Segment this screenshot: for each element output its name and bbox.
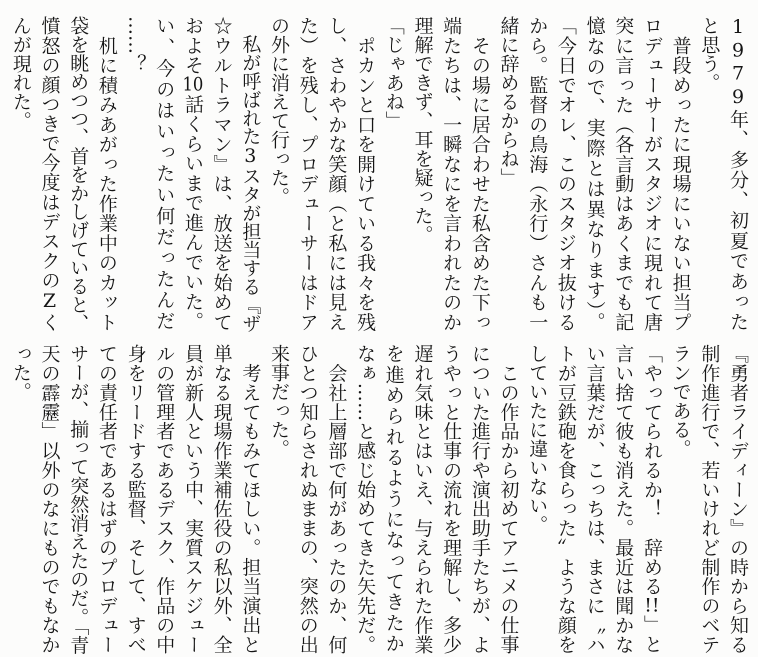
column-text: 袋を眺めつつ、首をかしげていると、 <box>67 16 90 333</box>
column-text: ルの管理者であるデスク、作品の中 <box>153 344 176 654</box>
text-column <box>178 16 207 332</box>
text-column <box>609 16 638 332</box>
column-text: 端たちは、一瞬なにを言われたのか <box>440 16 463 332</box>
column-text: ポカンと口を開けている我々を残 <box>354 16 377 332</box>
text-column <box>121 344 150 654</box>
text-column <box>695 16 724 332</box>
column-text: 机に積みあがった作業中のカット <box>95 16 118 332</box>
column-text: 天の霹靂」以外のなにものでもなか <box>38 344 61 654</box>
upright-glyphs: 1979 <box>727 16 749 110</box>
text-column <box>207 16 236 332</box>
column-text: ロデューサーがスタジオに現れて唐 <box>640 16 663 332</box>
column-text: ての責任者であるはずのプロデュー <box>95 344 118 654</box>
text-column <box>523 344 552 654</box>
column-text: 員が新人という中、実質スケジュー <box>181 344 204 654</box>
text-column <box>236 16 265 332</box>
text-column <box>322 344 351 654</box>
text-column <box>637 344 666 654</box>
text-column <box>350 16 379 332</box>
text-column <box>551 16 580 332</box>
upper-text-block <box>6 16 752 332</box>
text-column <box>6 16 35 332</box>
text-column <box>35 344 64 654</box>
text-column <box>494 16 523 332</box>
column-text: この作品から初めてアニメの仕事 <box>497 344 520 654</box>
column-text: 言い捨て彼も消えた。最近は聞かな <box>612 344 635 654</box>
text-column <box>580 344 609 654</box>
text-column <box>723 344 752 654</box>
text-column <box>150 16 179 332</box>
column-text: サーが、揃って突然消えたのだ。「青 <box>67 344 90 655</box>
text-column <box>723 16 752 332</box>
text-column <box>609 344 638 654</box>
column-text: 突に言った（各言動はあくまでも記 <box>612 16 635 332</box>
column-text: 単なる現場作業補佐役の私以外、全 <box>210 344 233 654</box>
text-column <box>236 344 265 654</box>
column-text: 「じゃあね」 <box>382 16 405 130</box>
column-text: についた進行や演出助手たちが、よ <box>468 344 491 654</box>
text-column <box>551 344 580 654</box>
column-text: の外に消えて行った。 <box>268 16 290 206</box>
column-text: 身をリードする監督、そして、すべ <box>124 344 147 654</box>
column-text: 「今日でオレ、このスタジオ抜ける <box>554 16 577 332</box>
text-column <box>121 16 150 332</box>
text-column <box>408 16 437 332</box>
column-text: った。 <box>9 344 32 401</box>
text-column <box>666 16 695 332</box>
column-text: と思う。 <box>698 16 721 92</box>
text-column <box>695 344 724 654</box>
column-text: 憤怒の顔つきで今度はデスクのZく <box>38 16 61 332</box>
column-text: うやっと仕事の流れを理解し、多少 <box>440 344 463 654</box>
upright-glyphs: Z <box>38 289 61 313</box>
column-text: 「やってられるか！ 辞める!!」と <box>640 344 663 654</box>
column-text: から。監督の鳥海（永行）さんも一 <box>526 16 549 332</box>
column-text: ひとつ知らされぬままの、突然の出 <box>296 344 319 654</box>
column-text: 緒に辞めるからね」 <box>497 16 520 187</box>
text-column <box>580 16 609 332</box>
text-column <box>64 16 93 332</box>
column-text: トが豆鉄砲を食らった〟ような顔を <box>554 344 577 654</box>
text-column <box>637 16 666 332</box>
column-text: 『勇者ライディーン』の時から知る <box>727 344 749 654</box>
text-column <box>264 16 293 332</box>
text-column <box>293 16 322 332</box>
text-column <box>92 344 121 654</box>
text-column <box>436 344 465 654</box>
column-text: 私が呼ばれた3スタが担当する『ザ <box>239 16 262 333</box>
text-column <box>264 344 293 654</box>
column-text: その場に居合わせた私含めた下っ <box>468 16 491 332</box>
column-text: い言葉だが、こっちは、まさに〝ハ <box>583 344 606 654</box>
column-text: し、さわやかな笑顔（と私には見え <box>325 16 348 332</box>
upright-glyphs: !! <box>644 595 660 615</box>
column-text: 来事だった。 <box>268 344 290 458</box>
text-column <box>322 16 351 332</box>
text-column <box>436 16 465 332</box>
column-text: していたに違いない。 <box>526 344 549 534</box>
lower-text-block <box>6 344 752 654</box>
column-text: た）を残し、プロデューサーはドア <box>296 16 319 332</box>
column-text: ランである。 <box>669 344 692 458</box>
column-text: 理解できず、耳を疑った。 <box>411 16 434 244</box>
column-text: 1979年、多分、初夏であった <box>727 16 749 333</box>
text-column <box>150 344 179 654</box>
text-column <box>494 344 523 654</box>
text-column <box>523 16 552 332</box>
text-column <box>64 344 93 654</box>
column-text: なぁ……と感じ始めてきた矢先だ。 <box>354 344 377 654</box>
text-column <box>379 16 408 332</box>
text-column <box>408 344 437 654</box>
text-column <box>379 344 408 654</box>
column-text: 遅れ気味とはいえ、与えられた作業 <box>411 344 434 654</box>
text-column <box>6 344 35 654</box>
text-column <box>92 16 121 332</box>
upright-glyphs: 10 <box>182 75 204 95</box>
column-text: 普段めったに現場にいない担当プ <box>669 16 692 332</box>
text-column <box>207 344 236 654</box>
column-text: およそ10話くらいまで進んでいた。 <box>181 16 204 332</box>
column-text: い、今のはいったい何だったんだ <box>153 16 176 332</box>
column-text: ☆ウルトラマン』は、放送を始めて <box>210 16 233 332</box>
text-column <box>35 16 64 332</box>
column-text: 会社上層部で何があったのか、何 <box>325 344 348 654</box>
text-column <box>350 344 379 654</box>
column-text: を進められるようになってきたか <box>382 344 405 654</box>
text-column <box>465 16 494 332</box>
upright-glyphs: 3 <box>239 144 262 167</box>
text-column <box>666 344 695 654</box>
text-column <box>293 344 322 654</box>
text-column <box>465 344 494 654</box>
column-text: ……？ <box>124 16 147 73</box>
text-column <box>178 344 207 654</box>
column-text: 制作進行で、若いけれど制作のベテ <box>698 344 721 654</box>
column-text: んが現れた。 <box>9 16 32 130</box>
column-text: 考えてもみてほしい。担当演出と <box>239 344 262 654</box>
column-text: 憶なので、実際とは異なります）。 <box>583 16 606 332</box>
